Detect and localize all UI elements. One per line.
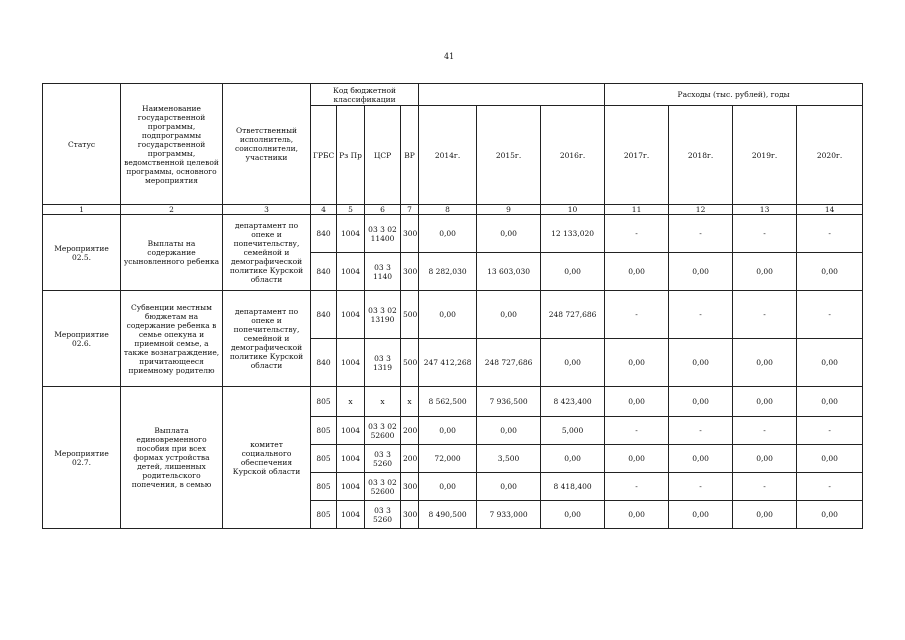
row-responsible: комитет социального обеспечения Курской области	[223, 387, 311, 529]
column-number: 10	[541, 205, 605, 215]
cell-value: 0,00	[605, 339, 669, 387]
header-year: 2017г.	[605, 106, 669, 205]
cell-vr: 200	[401, 417, 419, 445]
cell-value: 0,00	[797, 387, 863, 417]
cell-value: 0,00	[669, 501, 733, 529]
cell-value: 0,00	[733, 445, 797, 473]
cell-value: -	[605, 215, 669, 253]
cell-value: 7 933,000	[477, 501, 541, 529]
cell-value: 72,000	[419, 445, 477, 473]
cell-vr: 300	[401, 473, 419, 501]
column-number: 3	[223, 205, 311, 215]
column-number: 9	[477, 205, 541, 215]
cell-value: -	[605, 473, 669, 501]
cell-rzpr: 1004	[337, 501, 365, 529]
cell-rzpr: 1004	[337, 339, 365, 387]
cell-value: 0,00	[669, 253, 733, 291]
cell-csr: 03 3 02 52600	[365, 417, 401, 445]
cell-value: 0,00	[605, 501, 669, 529]
cell-value: -	[669, 215, 733, 253]
header-vr: ВР	[401, 106, 419, 205]
cell-rzpr: 1004	[337, 253, 365, 291]
cell-vr: 500	[401, 339, 419, 387]
cell-vr: 300	[401, 253, 419, 291]
row-name: Выплаты на содержание усыновленного ребенка	[121, 215, 223, 291]
cell-value: 8 423,400	[541, 387, 605, 417]
header-year: 2019г.	[733, 106, 797, 205]
cell-value: 0,00	[419, 417, 477, 445]
cell-value: 0,00	[419, 215, 477, 253]
cell-value: -	[797, 291, 863, 339]
cell-rzpr: 1004	[337, 445, 365, 473]
cell-grbs: 805	[311, 417, 337, 445]
column-number: 8	[419, 205, 477, 215]
row-status: Мероприятие 02.7.	[43, 387, 121, 529]
cell-value: -	[733, 417, 797, 445]
cell-csr: 03 3 1140	[365, 253, 401, 291]
cell-csr: 03 3 02 11400	[365, 215, 401, 253]
cell-value: -	[797, 473, 863, 501]
cell-value: 0,00	[797, 339, 863, 387]
header-row-1	[43, 84, 863, 106]
cell-value: -	[669, 291, 733, 339]
cell-value: 0,00	[797, 501, 863, 529]
row-name: Субвенции местным бюджетам на содержание ребенка в семье опекуна и приемной семье, а также вознаграждение, причитающееся приемному родителю	[121, 291, 223, 387]
column-number: 4	[311, 205, 337, 215]
cell-value: 0,00	[605, 253, 669, 291]
row-status: Мероприятие 02.6.	[43, 291, 121, 387]
cell-value: -	[733, 291, 797, 339]
cell-grbs: 805	[311, 445, 337, 473]
cell-value: 8 282,030	[419, 253, 477, 291]
table-row	[43, 215, 863, 253]
cell-grbs: 805	[311, 387, 337, 417]
cell-rzpr: 1004	[337, 417, 365, 445]
header-expenses: Расходы (тыс. рублей), годы	[605, 84, 863, 106]
cell-value: 13 603,030	[477, 253, 541, 291]
cell-value: 0,00	[419, 291, 477, 339]
cell-value: 0,00	[419, 473, 477, 501]
cell-value: 0,00	[797, 445, 863, 473]
header-name: Наименование государственной программы, подпрограммы государственной программы, ведомственной целевой программы, основного мероприятия	[121, 84, 223, 205]
column-number: 5	[337, 205, 365, 215]
cell-rzpr: x	[337, 387, 365, 417]
column-number: 12	[669, 205, 733, 215]
cell-value: 0,00	[669, 445, 733, 473]
cell-value: 0,00	[733, 387, 797, 417]
cell-value: 7 936,500	[477, 387, 541, 417]
cell-value: 0,00	[541, 501, 605, 529]
cell-value: 248 727,686	[477, 339, 541, 387]
cell-csr: 03 3 1319	[365, 339, 401, 387]
page-number: 41	[444, 52, 455, 61]
cell-value: -	[733, 215, 797, 253]
cell-value: 0,00	[477, 473, 541, 501]
cell-value: 248 727,686	[541, 291, 605, 339]
header-year: 2018г.	[669, 106, 733, 205]
cell-value: 0,00	[541, 253, 605, 291]
cell-vr: 300	[401, 501, 419, 529]
budget-table	[42, 83, 863, 529]
row-name: Выплата единовременного пособия при всех формах устройства детей, лишенных родительского попечения, в семью	[121, 387, 223, 529]
cell-value: 0,00	[605, 387, 669, 417]
cell-grbs: 840	[311, 253, 337, 291]
column-number: 13	[733, 205, 797, 215]
cell-value: 0,00	[733, 501, 797, 529]
cell-grbs: 805	[311, 473, 337, 501]
cell-value: 0,00	[477, 291, 541, 339]
cell-value: -	[669, 417, 733, 445]
cell-value: 8 418,400	[541, 473, 605, 501]
column-number: 14	[797, 205, 863, 215]
cell-value: -	[605, 417, 669, 445]
column-numbers-row	[43, 205, 863, 215]
cell-csr: x	[365, 387, 401, 417]
cell-value: 8 562,500	[419, 387, 477, 417]
cell-value: 0,00	[669, 387, 733, 417]
cell-value: -	[669, 473, 733, 501]
cell-value: 0,00	[605, 445, 669, 473]
column-number: 6	[365, 205, 401, 215]
cell-value: -	[605, 291, 669, 339]
cell-grbs: 805	[311, 501, 337, 529]
cell-value: 0,00	[541, 445, 605, 473]
column-number: 11	[605, 205, 669, 215]
cell-value: 0,00	[669, 339, 733, 387]
cell-value: 0,00	[733, 339, 797, 387]
column-number: 1	[43, 205, 121, 215]
cell-value: 0,00	[541, 339, 605, 387]
column-number: 7	[401, 205, 419, 215]
cell-vr: 500	[401, 291, 419, 339]
table-row	[43, 387, 863, 417]
row-responsible: департамент по опеке и попечительству, семейной и демографической политике Курской области	[223, 215, 311, 291]
cell-value: 0,00	[797, 253, 863, 291]
cell-value: 0,00	[733, 253, 797, 291]
header-responsible: Ответственный исполнитель, соисполнители, участники	[223, 84, 311, 205]
cell-value: -	[797, 417, 863, 445]
cell-csr: 03 3 02 52600	[365, 473, 401, 501]
header-empty	[419, 84, 605, 106]
cell-value: -	[797, 215, 863, 253]
cell-rzpr: 1004	[337, 215, 365, 253]
cell-value: 0,00	[477, 215, 541, 253]
cell-value: -	[733, 473, 797, 501]
cell-rzpr: 1004	[337, 473, 365, 501]
row-responsible: департамент по опеке и попечительству, семейной и демографической политике Курской области	[223, 291, 311, 387]
cell-value: 12 133,020	[541, 215, 605, 253]
header-year: 2014г.	[419, 106, 477, 205]
cell-value: 3,500	[477, 445, 541, 473]
cell-value: 8 490,500	[419, 501, 477, 529]
cell-rzpr: 1004	[337, 291, 365, 339]
cell-value: 0,00	[477, 417, 541, 445]
cell-vr: x	[401, 387, 419, 417]
cell-csr: 03 3 5260	[365, 501, 401, 529]
column-number: 2	[121, 205, 223, 215]
header-year: 2015г.	[477, 106, 541, 205]
header-status: Статус	[43, 84, 121, 205]
header-rzpr: Рз Пр	[337, 106, 365, 205]
cell-csr: 03 3 5260	[365, 445, 401, 473]
header-budget-code: Код бюджетной классификации	[311, 84, 419, 106]
cell-value: 5,000	[541, 417, 605, 445]
cell-vr: 300	[401, 215, 419, 253]
header-year: 2020г.	[797, 106, 863, 205]
table-row	[43, 291, 863, 339]
header-year: 2016г.	[541, 106, 605, 205]
cell-grbs: 840	[311, 291, 337, 339]
header-csr: ЦСР	[365, 106, 401, 205]
cell-grbs: 840	[311, 339, 337, 387]
header-grbs: ГРБС	[311, 106, 337, 205]
cell-grbs: 840	[311, 215, 337, 253]
cell-vr: 200	[401, 445, 419, 473]
row-status: Мероприятие 02.5.	[43, 215, 121, 291]
cell-csr: 03 3 02 13190	[365, 291, 401, 339]
cell-value: 247 412,268	[419, 339, 477, 387]
